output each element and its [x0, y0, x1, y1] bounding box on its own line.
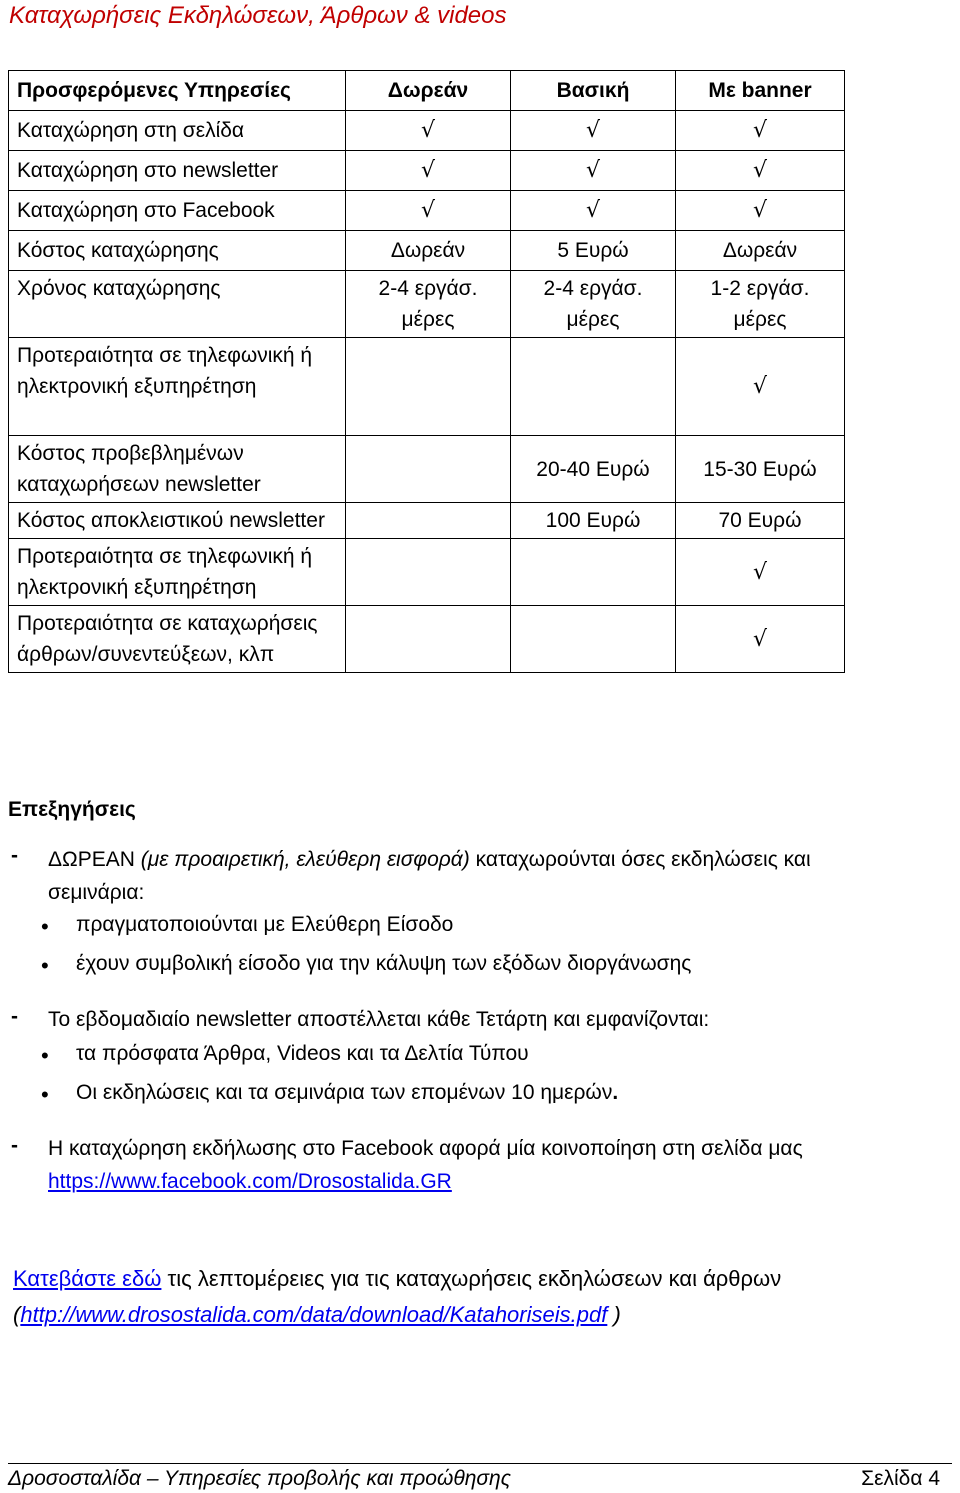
table-row	[9, 503, 845, 539]
row-label: Προτεραιότητα σε τηλεφωνική ή ηλεκτρονική εξυπηρέτηση	[9, 338, 346, 436]
explanation-free	[48, 843, 811, 909]
cell-value: 70 Ευρώ	[676, 503, 845, 539]
header-free: Δωρεάν	[346, 71, 511, 111]
free-note: (με προαιρετική, ελεύθερη εισφορά)	[140, 848, 470, 871]
check-icon: √	[346, 111, 511, 151]
close-paren: )	[607, 1302, 621, 1327]
check-icon: √	[511, 111, 676, 151]
services-table	[8, 70, 845, 673]
empty-cell	[511, 338, 676, 436]
bullet-icon: •	[41, 1043, 49, 1068]
header-banner: Με banner	[676, 71, 845, 111]
cell-line: μέρες	[566, 308, 620, 331]
check-icon: √	[346, 151, 511, 191]
cell-value: 15-30 Ευρώ	[676, 436, 845, 503]
table-row	[9, 606, 845, 673]
row-label: Κόστος καταχώρησης	[9, 231, 346, 271]
cell-line: μέρες	[733, 308, 787, 331]
header-basic: Βασική	[511, 71, 676, 111]
empty-cell	[346, 338, 511, 436]
explanation-newsletter: Το εβδομαδιαίο newsletter αποστέλλεται κάθε Τετάρτη και εμφανίζονται:	[48, 1008, 710, 1031]
empty-cell	[346, 503, 511, 539]
check-icon: √	[676, 539, 845, 606]
cell-line: 2-4 εργάσ.	[543, 277, 643, 300]
cell-value: Δωρεάν	[346, 231, 511, 271]
empty-cell	[511, 606, 676, 673]
cell-value	[676, 271, 845, 338]
header-services: Προσφερόμενες Υπηρεσίες	[9, 71, 346, 111]
row-label: Προτεραιότητα σε καταχωρήσεις άρθρων/συνεντεύξεων, κλπ	[9, 606, 346, 673]
empty-cell	[511, 539, 676, 606]
explanations-title: Επεξηγήσεις	[8, 798, 136, 821]
list-item: πραγματοποιούνται με Ελεύθερη Είσοδο	[76, 913, 454, 936]
table-row	[9, 539, 845, 606]
cell-line: 2-4 εργάσ.	[378, 277, 478, 300]
check-icon: √	[676, 191, 845, 231]
explanation-facebook	[48, 1132, 803, 1198]
footer-divider	[8, 1463, 952, 1464]
open-paren: (	[13, 1302, 21, 1327]
bullet-icon: •	[41, 1082, 49, 1107]
download-link[interactable]: Κατεβάστε εδώ	[13, 1266, 162, 1291]
row-label: Καταχώρηση στο Facebook	[9, 191, 346, 231]
row-label: Κόστος προβεβλημένων καταχωρήσεων newsletter	[9, 436, 346, 503]
bullet-icon: •	[41, 953, 49, 978]
table-row	[9, 111, 845, 151]
list-item: τα πρόσφατα Άρθρα, Videos και τα Δελτία Τύπου	[76, 1042, 529, 1065]
free-text: καταχωρούνται όσες εκδηλώσεις και	[469, 848, 811, 871]
cell-value: 5 Ευρώ	[511, 231, 676, 271]
table-row	[9, 151, 845, 191]
row-label: Κόστος αποκλειστικού newsletter	[9, 503, 346, 539]
cell-line: 1-2 εργάσ.	[710, 277, 810, 300]
check-icon: √	[511, 191, 676, 231]
footer-title: Δροσοσταλίδα – Υπηρεσίες προβολής και προώθησης	[8, 1467, 511, 1490]
cell-value	[511, 271, 676, 338]
page-title: Καταχωρήσεις Εκδηλώσεων, Άρθρων & videos	[9, 2, 507, 29]
table-row	[9, 338, 845, 436]
free-label: ΔΩΡΕΑΝ	[48, 848, 141, 871]
cell-value	[346, 271, 511, 338]
list-item: έχουν συμβολική είσοδο για την κάλυψη των εξόδων διοργάνωσης	[76, 952, 692, 975]
check-icon: √	[676, 111, 845, 151]
row-label: Προτεραιότητα σε τηλεφωνική ή ηλεκτρονική εξυπηρέτηση	[9, 539, 346, 606]
cell-value: Δωρεάν	[676, 231, 845, 271]
cell-line: μέρες	[401, 308, 455, 331]
list-item-text: Οι εκδηλώσεις και τα σεμινάρια των επομένων 10 ημερών	[76, 1081, 613, 1104]
check-icon: √	[511, 151, 676, 191]
cell-value: 20-40 Ευρώ	[511, 436, 676, 503]
dash-marker: -	[11, 1005, 18, 1028]
dash-marker: -	[11, 1134, 18, 1157]
check-icon: √	[676, 151, 845, 191]
row-label: Χρόνος καταχώρησης	[9, 271, 346, 338]
cell-value: 100 Ευρώ	[511, 503, 676, 539]
download-text: τις λεπτομέρειες για τις καταχωρήσεις εκδηλώσεων και άρθρων	[161, 1266, 782, 1291]
empty-cell	[346, 606, 511, 673]
check-icon: √	[346, 191, 511, 231]
row-label: Καταχώρηση στο newsletter	[9, 151, 346, 191]
check-icon: √	[676, 338, 845, 436]
dash-marker: -	[11, 844, 18, 867]
table-row	[9, 231, 845, 271]
row-label: Καταχώρηση στη σελίδα	[9, 111, 346, 151]
download-url-link[interactable]: http://www.drosostalida.com/data/download/Katahoriseis.pdf	[20, 1302, 608, 1327]
page-number: Σελίδα 4	[861, 1467, 940, 1490]
table-row	[9, 191, 845, 231]
table-row	[9, 436, 845, 503]
empty-cell	[346, 436, 511, 503]
bullet-icon: •	[41, 914, 49, 939]
list-item	[76, 1081, 618, 1105]
free-text-cont: σεμινάρια:	[48, 881, 145, 904]
list-item-period: .	[612, 1081, 619, 1104]
table-header-row	[9, 71, 845, 111]
facebook-text: Η καταχώρηση εκδήλωσης στο Facebook αφορά μία κοινοποίηση στη σελίδα μας	[48, 1137, 803, 1160]
empty-cell	[346, 539, 511, 606]
table-row	[9, 271, 845, 338]
facebook-link[interactable]: https://www.facebook.com/Drosostalida.GR	[48, 1170, 452, 1193]
check-icon: √	[676, 606, 845, 673]
download-paragraph	[13, 1261, 781, 1333]
